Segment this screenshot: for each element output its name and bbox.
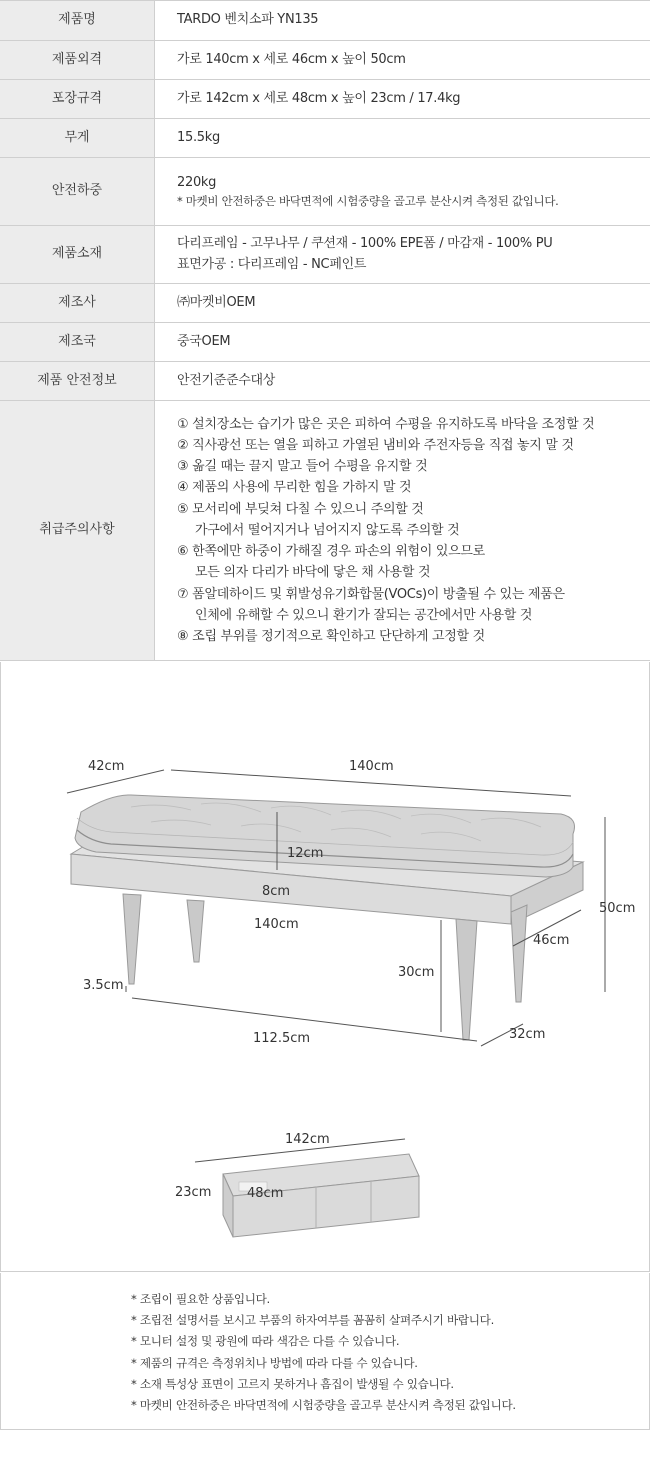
notice-box — [0, 1273, 650, 1430]
spec-label: 제품외격 — [0, 41, 155, 80]
pkg-height: 23cm — [175, 1185, 212, 1200]
spec-value: 가로 140cm x 세로 46cm x 높이 50cm — [155, 41, 650, 80]
spec-value: 안전기준준수대상 — [155, 362, 650, 401]
dimension-diagram — [0, 662, 650, 1272]
spec-row-safety — [0, 362, 650, 401]
caution-item: ① 설치장소는 습기가 많은 곳은 피하여 수평을 유지하도록 바닥을 조정할 것 — [177, 416, 595, 432]
caution-item: ② 직사광선 또는 열을 피하고 가열된 냄비와 주전자등을 직접 놓지 말 것 — [177, 438, 574, 454]
bench-leg — [187, 900, 204, 962]
caution-list — [177, 414, 650, 647]
bench-drawing — [1, 662, 650, 1272]
spec-label: 제조사 — [0, 284, 155, 323]
dim-leg-depth: 32cm — [509, 1027, 546, 1042]
spec-table — [0, 0, 650, 661]
dim-cushion: 12cm — [287, 846, 324, 861]
spec-row-maker — [0, 284, 650, 323]
caution-item: ④ 제품의 사용에 무리한 힘을 가하지 말 것 — [177, 480, 412, 496]
dim-frame: 8cm — [262, 884, 291, 899]
notice-item: * 조립이 필요한 상품입니다. — [131, 1292, 270, 1306]
spec-value: ㈜마켓비OEM — [155, 284, 650, 323]
notice-item: * 모니터 설정 및 광원에 따라 색감은 다를 수 있습니다. — [131, 1334, 400, 1349]
spec-value: 중국OEM — [155, 323, 650, 362]
spec-row-country — [0, 323, 650, 362]
spec-row-weight — [0, 119, 650, 158]
spec-label: 취급주의사항 — [0, 401, 155, 661]
caution-item: 가구에서 떨어지거나 넘어지지 않도록 주의할 것 — [195, 522, 460, 538]
spec-value — [155, 226, 650, 284]
load-value: 220kg — [177, 174, 217, 190]
spec-label: 무게 — [0, 119, 155, 158]
caution-item: ⑧ 조립 부위를 정기적으로 확인하고 단단하게 고정할 것 — [177, 628, 485, 644]
dim-height: 50cm — [599, 901, 636, 916]
dim-depth-right: 46cm — [533, 933, 570, 948]
pkg-depth: 48cm — [247, 1186, 284, 1201]
caution-item: ③ 옮길 때는 끌지 말고 들어 수평을 유지할 것 — [177, 459, 428, 475]
spec-row-name — [0, 1, 650, 41]
dim-width-mid: 140cm — [254, 917, 299, 932]
notice-item: * 소재 특성상 표면이 고르지 못하거나 흠집이 발생될 수 있습니다. — [131, 1376, 454, 1391]
spec-value: 가로 142cm x 세로 48cm x 높이 23cm / 17.4kg — [155, 80, 650, 119]
spec-value: 15.5kg — [155, 119, 650, 158]
spec-label: 제품소재 — [0, 226, 155, 284]
pkg-length: 142cm — [285, 1132, 330, 1147]
dim-leg-span: 112.5cm — [253, 1031, 311, 1046]
caution-item: 모든 의자 다리가 바닥에 닿은 채 사용할 것 — [195, 565, 431, 581]
spec-row-dimensions — [0, 41, 650, 80]
bench-leg — [456, 919, 477, 1040]
spec-value: TARDO 벤치소파 YN135 — [155, 1, 650, 41]
spec-value — [155, 401, 650, 661]
spec-label: 포장규격 — [0, 80, 155, 119]
spec-row-package — [0, 80, 650, 119]
dim-depth-top: 42cm — [88, 759, 125, 774]
bench-leg — [511, 905, 527, 1002]
notice-item: * 조립전 설명서를 보시고 부품의 하자여부를 꼼꼼히 살펴주시기 바랍니다. — [131, 1313, 494, 1328]
dim-leg: 3.5cm — [83, 978, 124, 993]
caution-item: 인체에 유해할 수 있으니 환기가 잘되는 공간에서만 사용할 것 — [195, 607, 533, 623]
spec-row-material — [0, 226, 650, 284]
spec-label: 안전하중 — [0, 158, 155, 226]
bench-leg — [123, 894, 141, 984]
load-note: * 마켓비 안전하중은 바닥면적에 시험중량을 골고루 분산시켜 측정된 값입니다. — [177, 193, 559, 208]
dim-width-top: 140cm — [349, 759, 394, 774]
spec-label: 제품명 — [0, 1, 155, 41]
spec-label: 제조국 — [0, 323, 155, 362]
finish-line: 표면가공 : 다리프레임 - NC페인트 — [177, 256, 367, 272]
notice-list — [1, 1273, 649, 1416]
spec-row-cautions — [0, 401, 650, 661]
spec-row-load — [0, 158, 650, 226]
spec-value — [155, 158, 650, 226]
material-line: 다리프레임 - 고무나무 / 쿠션재 - 100% EPE폼 / 마감재 - 100% PU — [177, 236, 553, 252]
dim-leg-height: 30cm — [398, 965, 435, 980]
caution-item: ⑦ 폼알데하이드 및 휘발성유기화합물(VOCs)이 방출될 수 있는 제품은 — [177, 586, 565, 602]
notice-item: * 마켓비 안전하중은 바닥면적에 시험중량을 골고루 분산시켜 측정된 값입니다. — [131, 1398, 516, 1413]
caution-item: ⑤ 모서리에 부딪쳐 다칠 수 있으니 주의할 것 — [177, 501, 424, 517]
caution-item: ⑥ 한쪽에만 하중이 가해질 경우 파손의 위험이 있으므로 — [177, 544, 485, 560]
notice-item: * 제품의 규격은 측정위치나 방법에 따라 다를 수 있습니다. — [131, 1355, 418, 1370]
spec-label: 제품 안전정보 — [0, 362, 155, 401]
